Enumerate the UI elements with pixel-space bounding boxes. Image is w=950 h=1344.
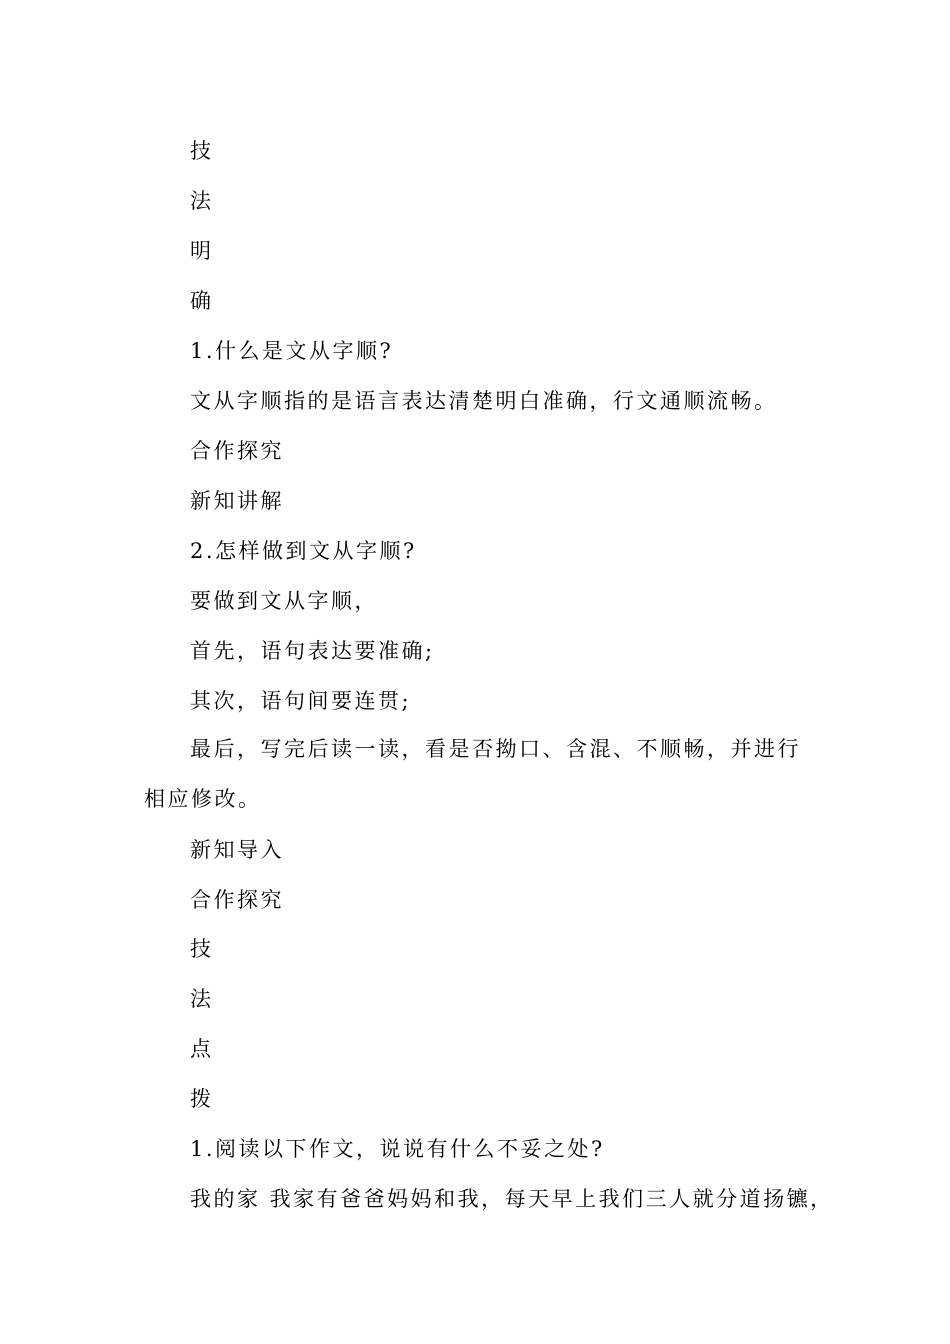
text-line: 技 bbox=[190, 937, 214, 961]
section-label: 新知讲解 bbox=[190, 489, 284, 513]
text-line: 技 bbox=[190, 139, 214, 163]
answer-paragraph: 最后，写完后读一读，看是否拗口、含混、不顺畅，并进行相应修改。 bbox=[144, 737, 801, 811]
text-line: 法 bbox=[190, 189, 214, 213]
text-line: 确 bbox=[190, 289, 214, 313]
question-heading: 1.什么是文从字顺? bbox=[190, 339, 394, 363]
answer-text: 文从字顺指的是语言表达清楚明白准确，行文通顺流畅。 bbox=[190, 389, 778, 413]
text-line: 点 bbox=[190, 1037, 214, 1061]
answer-text: 要做到文从字顺， bbox=[190, 589, 378, 613]
text-line: 法 bbox=[190, 987, 214, 1011]
section-label: 合作探究 bbox=[190, 439, 284, 463]
question-heading: 2.怎样做到文从字顺? bbox=[190, 539, 417, 563]
section-label: 合作探究 bbox=[190, 888, 284, 912]
answer-text: 其次，语句间要连贯; bbox=[190, 689, 412, 713]
question-heading: 1.阅读以下作文，说说有什么不妥之处? bbox=[190, 1137, 605, 1161]
answer-text: 首先，语句表达要准确; bbox=[190, 639, 435, 663]
section-label: 新知导入 bbox=[190, 838, 284, 862]
text-line: 拨 bbox=[190, 1087, 214, 1111]
essay-text: 我的家 我家有爸爸妈妈和我，每天早上我们三人就分道扬镳， bbox=[190, 1187, 834, 1211]
text-line: 明 bbox=[190, 239, 214, 263]
